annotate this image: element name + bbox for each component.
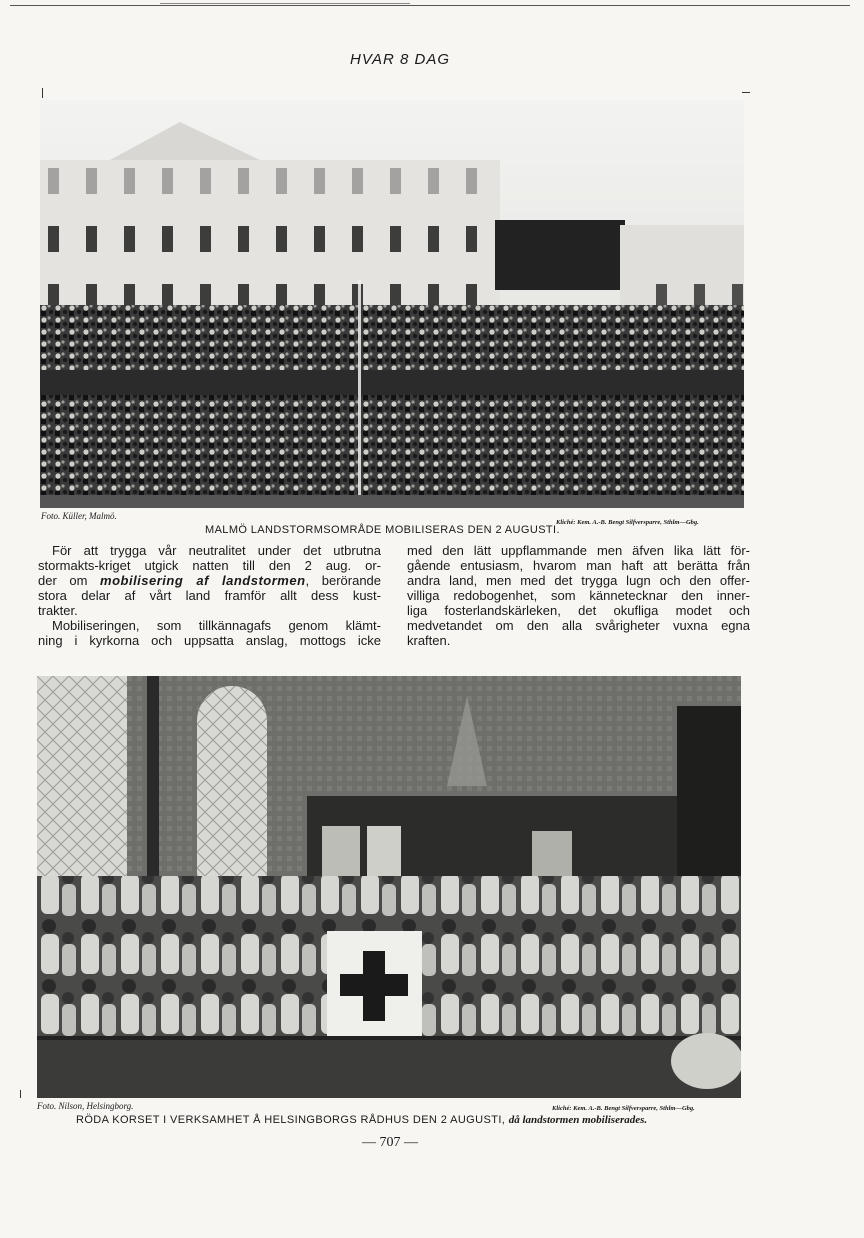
article-line: trakter. (38, 603, 78, 618)
article-column-left (38, 543, 381, 648)
photo2-credit: Foto. Nilson, Helsingborg. (37, 1101, 134, 1111)
article-line: ning i kyrkorna och uppsatta anslag, mottogs icke (38, 633, 381, 648)
crop-mark (742, 92, 750, 93)
article-line: stora delar af vårt land framför allt dess kust- (38, 588, 381, 603)
crop-mark (42, 88, 43, 98)
emphasis-text: mobilisering af landstormen (100, 573, 306, 588)
article-line: villiga redobogenhet, som kännetecknar den inner- (407, 588, 750, 603)
top-rule (10, 5, 850, 6)
photo1-caption: MALMÖ LANDSTORMSOMRÅDE MOBILISERAS DEN 2 AUGUSTI. (205, 524, 560, 536)
article-line: med den lätt uppflammande men äfven lika lätt för- (407, 543, 750, 558)
photo-malmo-mobilisation (40, 100, 744, 508)
article-line-emphasis: der om mobilisering af landstormen, berörande (38, 573, 382, 588)
photo2-caption-main: RÖDA KORSET I VERKSAMHET Å HELSINGBORGS RÅDHUS DEN 2 AUGUSTI, (76, 1114, 506, 1126)
article-line: För att trygga vår neutralitet under det utbrutna (52, 543, 381, 558)
photo1-credit: Foto. Küller, Malmö. (41, 511, 117, 521)
page-header: HVAR 8 DAG (349, 51, 451, 68)
article-column-right (407, 543, 750, 648)
article-line: medvetandet om den alla svårigheter vuxna egna (407, 618, 750, 633)
article-line: Mobiliseringen, som tillkännagafs genom klämt- (52, 618, 381, 633)
top-rule-short (160, 3, 410, 4)
photo-helsingborg-red-cross (37, 676, 741, 1098)
photo2-cliche: Kliché: Kem. A.-B. Bengt Silfversparre, Sthlm—Gbg. (552, 1105, 695, 1112)
article-line: liga fosterlandskärleken, det okufliga modet och (407, 603, 750, 618)
article-line: gående entusiasm, hvarom man haft att berätta från (407, 558, 750, 573)
page-number: — 707 — (362, 1135, 418, 1150)
photo1-cliche: Kliché: Kem. A.-B. Bengt Silfversparre, Sthlm—Gbg. (556, 519, 699, 526)
photo2-caption (76, 1114, 647, 1126)
photo2-caption-italic: då landstormen mobiliserades. (508, 1114, 648, 1126)
article-line: andra land, men med det trygga lugn och den offer- (407, 573, 750, 588)
article-line: kraften. (407, 633, 451, 648)
crop-mark (20, 1090, 21, 1098)
article-line: stormakts-kriget utgick natten till den 2 aug. or- (38, 558, 381, 573)
